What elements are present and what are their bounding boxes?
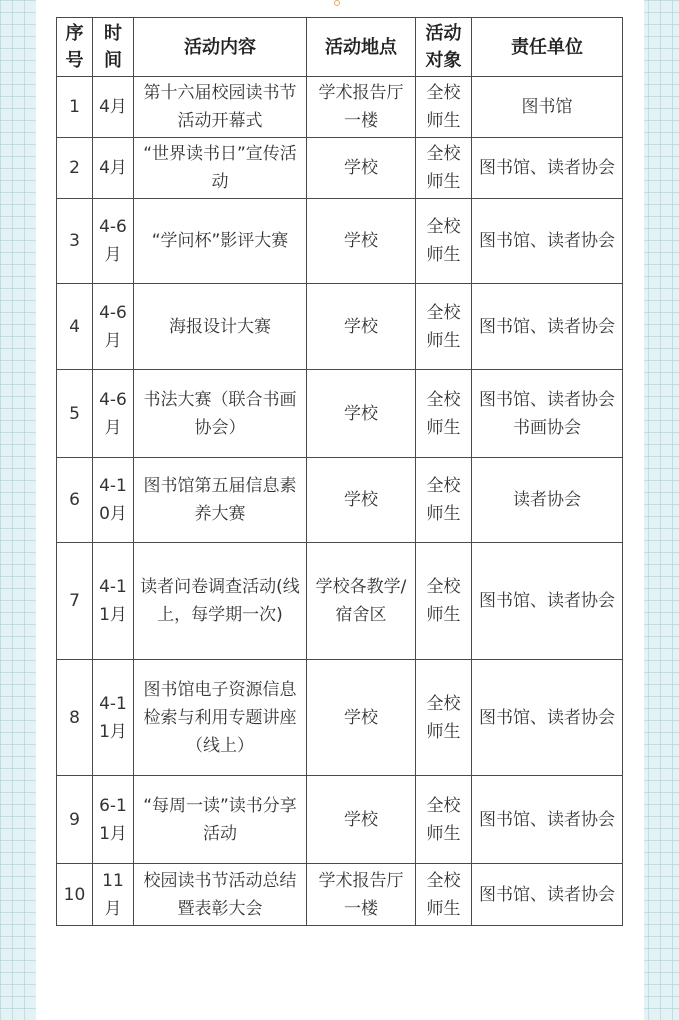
row-audience: 全校师生	[416, 776, 472, 864]
row-organizer: 图书馆、读者协会	[472, 776, 623, 864]
table-row	[57, 77, 623, 138]
header-location: 活动地点	[307, 18, 416, 77]
row-audience: 全校师生	[416, 660, 472, 776]
header-organizer: 责任单位	[472, 18, 623, 77]
row-time: 4月	[93, 138, 134, 199]
row-time: 4-6月	[93, 370, 134, 458]
row-time: 4-6月	[93, 284, 134, 370]
row-location: 学校	[307, 284, 416, 370]
row-location: 学术报告厅一楼	[307, 864, 416, 926]
table-row	[57, 543, 623, 660]
row-content: 海报设计大赛	[134, 284, 307, 370]
row-location: 学校	[307, 660, 416, 776]
row-index: 4	[57, 284, 93, 370]
row-index: 6	[57, 458, 93, 543]
row-location: 学校	[307, 199, 416, 284]
row-audience: 全校师生	[416, 864, 472, 926]
row-content: 图书馆第五届信息素养大赛	[134, 458, 307, 543]
row-content: 图书馆电子资源信息检索与利用专题讲座（线上）	[134, 660, 307, 776]
header-time: 时间	[93, 18, 134, 77]
row-content: 校园读书节活动总结暨表彰大会	[134, 864, 307, 926]
row-audience: 全校师生	[416, 284, 472, 370]
row-organizer: 图书馆、读者协会书画协会	[472, 370, 623, 458]
row-audience: 全校师生	[416, 138, 472, 199]
row-organizer: 图书馆、读者协会	[472, 199, 623, 284]
row-index: 7	[57, 543, 93, 660]
row-audience: 全校师生	[416, 458, 472, 543]
row-location: 学校	[307, 458, 416, 543]
row-index: 10	[57, 864, 93, 926]
table-row	[57, 660, 623, 776]
row-time: 4-11月	[93, 660, 134, 776]
row-index: 1	[57, 77, 93, 138]
activity-schedule-table	[56, 17, 623, 926]
row-time: 6-11月	[93, 776, 134, 864]
row-content: 读者问卷调查活动(线上，每学期一次)	[134, 543, 307, 660]
row-organizer: 图书馆、读者协会	[472, 864, 623, 926]
row-audience: 全校师生	[416, 77, 472, 138]
row-time: 4月	[93, 77, 134, 138]
table-row	[57, 138, 623, 199]
row-organizer: 读者协会	[472, 458, 623, 543]
table-row	[57, 284, 623, 370]
row-location: 学术报告厅一楼	[307, 77, 416, 138]
row-organizer: 图书馆、读者协会	[472, 543, 623, 660]
row-content: “世界读书日”宣传活动	[134, 138, 307, 199]
row-location: 学校	[307, 370, 416, 458]
table-header-row	[57, 18, 623, 77]
row-organizer: 图书馆、读者协会	[472, 284, 623, 370]
row-content: “学问杯”影评大赛	[134, 199, 307, 284]
row-content: 书法大赛（联合书画协会）	[134, 370, 307, 458]
row-index: 8	[57, 660, 93, 776]
table-row	[57, 458, 623, 543]
table-row	[57, 370, 623, 458]
row-time: 4-6月	[93, 199, 134, 284]
row-index: 2	[57, 138, 93, 199]
header-audience: 活动对象	[416, 18, 472, 77]
row-time: 11月	[93, 864, 134, 926]
row-audience: 全校师生	[416, 543, 472, 660]
table-row	[57, 776, 623, 864]
header-content: 活动内容	[134, 18, 307, 77]
row-audience: 全校师生	[416, 370, 472, 458]
row-organizer: 图书馆、读者协会	[472, 660, 623, 776]
table-row	[57, 199, 623, 284]
row-content: 第十六届校园读书节活动开幕式	[134, 77, 307, 138]
decorative-dot	[334, 0, 340, 6]
row-index: 9	[57, 776, 93, 864]
row-time: 4-10月	[93, 458, 134, 543]
row-time: 4-11月	[93, 543, 134, 660]
row-index: 3	[57, 199, 93, 284]
row-location: 学校	[307, 138, 416, 199]
header-index: 序号	[57, 18, 93, 77]
row-organizer: 图书馆	[472, 77, 623, 138]
row-location: 学校	[307, 776, 416, 864]
row-location: 学校各教学/宿舍区	[307, 543, 416, 660]
row-index: 5	[57, 370, 93, 458]
row-organizer: 图书馆、读者协会	[472, 138, 623, 199]
row-audience: 全校师生	[416, 199, 472, 284]
table-row	[57, 864, 623, 926]
row-content: “每周一读”读书分享活动	[134, 776, 307, 864]
